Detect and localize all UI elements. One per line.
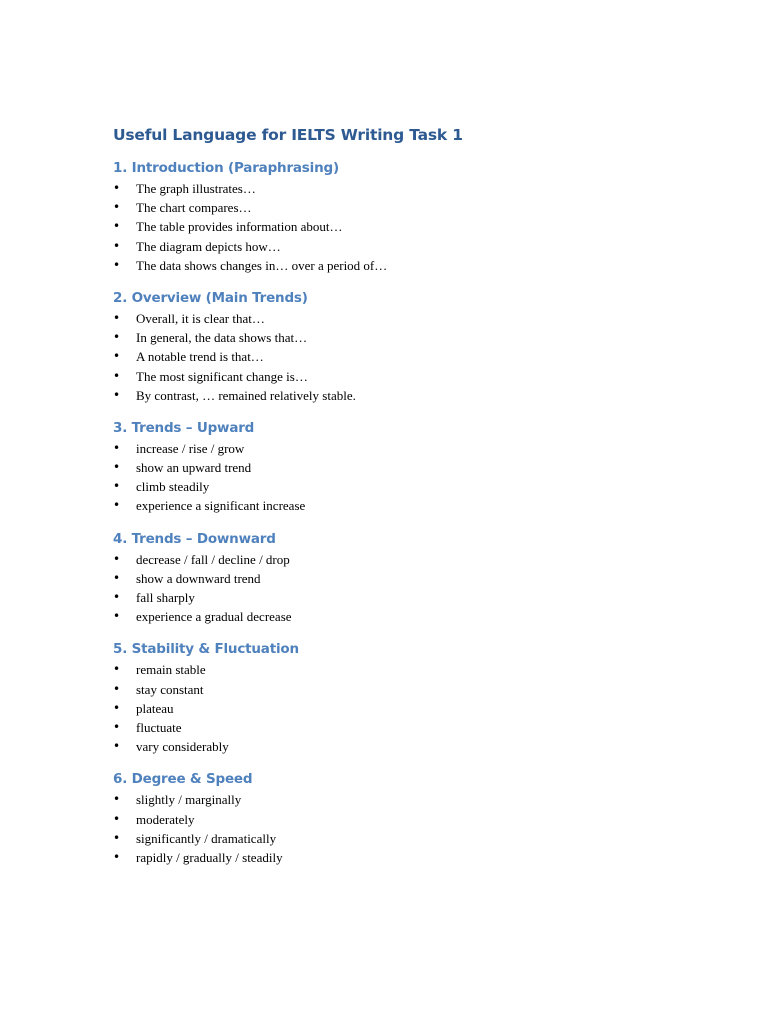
list-item [113, 569, 673, 588]
list-item-text: remain stable [136, 662, 206, 678]
section-list [113, 158, 673, 867]
bullet-icon: • [113, 830, 121, 845]
document-title: Useful Language for IELTS Writing Task 1 [113, 126, 463, 144]
list-item-text: The most significant change is… [136, 368, 308, 384]
list-item [113, 439, 673, 458]
list-item-text: climb steadily [136, 479, 210, 495]
list-item [113, 588, 673, 607]
bullet-icon: • [113, 590, 121, 604]
list-item-text: The diagram depicts how… [136, 238, 281, 254]
list-item [113, 810, 673, 829]
list-item [113, 829, 673, 848]
bullet-icon: • [113, 219, 121, 234]
section-heading: 3. Trends – Upward [113, 419, 255, 436]
section-heading: 1. Introduction (Paraphrasing) [113, 160, 339, 176]
list-item [113, 198, 673, 217]
list-item-text: show an upward trend [136, 460, 252, 476]
bullet-icon: • [113, 200, 121, 215]
bullet-icon: • [113, 570, 121, 585]
bullet-icon: • [113, 739, 121, 754]
section-4 [113, 529, 673, 627]
bullet-icon: • [113, 609, 121, 624]
bullet-icon: • [113, 662, 121, 677]
bullet-icon: • [113, 792, 121, 807]
list-item-text: The graph illustrates… [136, 181, 256, 196]
section-5 [113, 639, 673, 756]
list-item-text: experience a significant increase [136, 498, 306, 514]
list-item-text: In general, the data shows that… [136, 330, 308, 346]
bullet-list [113, 790, 673, 867]
list-item [113, 607, 673, 626]
list-item-text: show a downward trend [136, 570, 261, 586]
list-item-text: rapidly / gradually / steadily [136, 849, 283, 865]
bullet-icon: • [113, 498, 121, 513]
bullet-icon: • [113, 719, 121, 734]
list-item-text: The chart compares… [136, 200, 252, 216]
list-item-text: stay constant [136, 681, 204, 697]
list-item [113, 680, 673, 699]
list-item-text: The table provides information about… [136, 219, 343, 235]
list-item-text: slightly / marginally [136, 792, 242, 808]
list-item [113, 217, 673, 236]
bullet-icon: • [113, 551, 121, 566]
bullet-icon: • [113, 700, 121, 715]
list-item-text: By contrast, … remained relatively stable. [136, 387, 356, 403]
bullet-icon: • [113, 238, 121, 253]
list-item-text: increase / rise / grow [136, 440, 245, 456]
bullet-icon: • [113, 349, 121, 364]
list-item-text: A notable trend is that… [136, 349, 264, 365]
list-item [113, 477, 673, 496]
list-item [113, 256, 673, 275]
bullet-icon: • [113, 849, 121, 864]
section-2 [113, 288, 673, 405]
list-item [113, 237, 673, 256]
list-item-text: plateau [136, 700, 174, 716]
section-3 [113, 418, 673, 516]
bullet-icon: • [113, 387, 121, 402]
list-item-text: The data shows changes in… over a period of… [136, 257, 388, 273]
section-heading: 5. Stability & Fluctuation [113, 641, 299, 658]
list-item-text: fall sharply [136, 590, 195, 605]
bullet-icon: • [113, 681, 121, 696]
list-item-text: Overall, it is clear that… [136, 310, 265, 326]
list-item [113, 347, 673, 366]
list-item [113, 550, 673, 569]
list-item-text: decrease / fall / decline / drop [136, 551, 290, 567]
list-item-text: significantly / dramatically [136, 830, 277, 846]
list-item [113, 848, 673, 867]
list-item [113, 699, 673, 718]
bullet-list [113, 660, 673, 756]
list-item [113, 386, 673, 405]
list-item [113, 496, 673, 515]
bullet-icon: • [113, 368, 121, 383]
list-item-text: fluctuate [136, 719, 182, 735]
list-item [113, 660, 673, 679]
bullet-icon: • [113, 479, 121, 494]
bullet-icon: • [113, 257, 121, 272]
bullet-icon: • [113, 181, 121, 195]
bullet-icon: • [113, 440, 121, 455]
list-item [113, 458, 673, 477]
list-item [113, 179, 673, 198]
bullet-list [113, 179, 673, 275]
bullet-icon: • [113, 330, 121, 345]
list-item [113, 737, 673, 756]
bullet-list [113, 309, 673, 405]
bullet-list [113, 550, 673, 627]
bullet-icon: • [113, 460, 121, 475]
bullet-list [113, 439, 673, 516]
list-item [113, 367, 673, 386]
list-item [113, 328, 673, 347]
list-item [113, 309, 673, 328]
list-item-text: vary considerably [136, 739, 229, 755]
list-item [113, 790, 673, 809]
list-item [113, 718, 673, 737]
list-item-text: experience a gradual decrease [136, 609, 292, 625]
document-body [113, 124, 673, 867]
section-heading: 2. Overview (Main Trends) [113, 289, 308, 306]
bullet-icon: • [113, 310, 121, 325]
section-heading: 6. Degree & Speed [113, 771, 253, 788]
section-heading: 4. Trends – Downward [113, 530, 276, 547]
section-1 [113, 158, 673, 275]
list-item-text: moderately [136, 811, 195, 827]
bullet-icon: • [113, 811, 121, 826]
section-6 [113, 769, 673, 867]
